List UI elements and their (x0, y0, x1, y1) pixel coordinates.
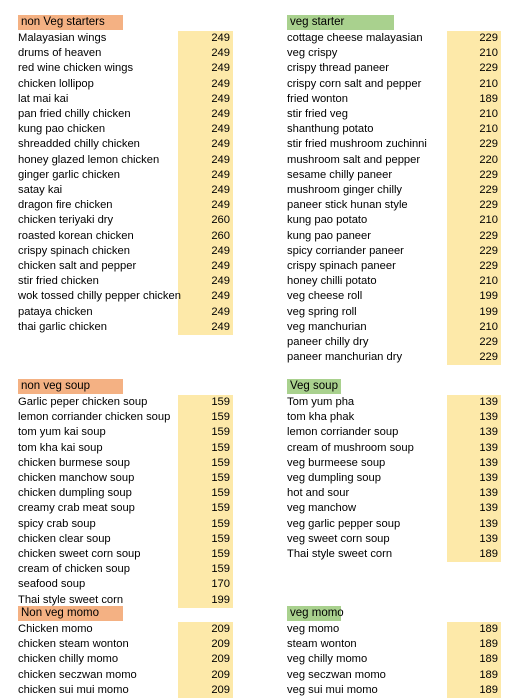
item-name: tom yum kai soup (18, 426, 106, 439)
menu-item (287, 622, 501, 637)
item-name: chicken clear soup (18, 532, 111, 545)
menu-item (287, 274, 501, 289)
item-name: veg momo (287, 623, 340, 635)
item-price: 159 (211, 548, 230, 560)
item-price: 209 (211, 683, 230, 696)
section-header-non-veg-momo: Non veg momo (18, 606, 123, 621)
menu-item (18, 668, 233, 683)
item-price: 249 (211, 275, 230, 288)
menu-item (18, 107, 233, 122)
item-price: 199 (479, 290, 498, 303)
item-name: cottage cheese malayasian (287, 32, 423, 44)
item-price: 260 (211, 229, 230, 242)
menu-item (287, 168, 501, 183)
item-name: dragon fire chicken (18, 199, 113, 212)
menu-item (287, 259, 501, 274)
item-name: chicken dumpling soup (18, 487, 132, 500)
item-price: 139 (479, 426, 498, 439)
item-price: 249 (211, 92, 230, 105)
menu-item (287, 395, 501, 410)
menu-item (287, 683, 501, 698)
item-name: lemon corriander chicken soup (18, 411, 171, 424)
menu-item (18, 61, 233, 76)
item-name: thai garlic chicken (18, 320, 107, 333)
item-name: veg spring roll (287, 305, 357, 318)
item-name: red wine chicken wings (18, 62, 134, 75)
item-price: 249 (211, 168, 230, 181)
item-name: chicken manchow soup (18, 472, 135, 484)
item-name: veg seczwan momo (287, 668, 386, 681)
item-name: cream of mushroom soup (287, 441, 414, 454)
item-price: 260 (211, 214, 230, 227)
item-price: 159 (211, 441, 230, 454)
item-name: shanthung potato (287, 123, 374, 136)
item-price: 209 (211, 668, 230, 681)
section-header-non-veg-starters: non Veg starters (18, 15, 123, 30)
menu-item (287, 456, 501, 471)
item-price: 249 (211, 260, 230, 272)
item-price: 139 (479, 532, 498, 545)
menu-item (18, 637, 233, 652)
item-price: 159 (211, 502, 230, 515)
menu-item (287, 289, 501, 304)
menu-item (18, 320, 233, 335)
item-name: chicken seczwan momo (18, 668, 137, 681)
menu-item (287, 153, 501, 168)
menu-item (287, 410, 501, 425)
item-name: veg dumpling soup (287, 472, 381, 484)
item-name: Chicken momo (18, 623, 93, 635)
item-name: pataya chicken (18, 305, 93, 318)
item-price: 249 (211, 123, 230, 136)
item-price: 210 (479, 77, 498, 90)
item-name: paneer stick hunan style (287, 199, 408, 212)
item-name: crispy spinach paneer (287, 260, 396, 272)
menu-item (287, 92, 501, 107)
menu-item (287, 46, 501, 61)
menu-item (18, 198, 233, 213)
item-price: 199 (211, 593, 230, 606)
menu-item (287, 31, 501, 46)
menu-item (287, 305, 501, 320)
item-name: cream of chicken soup (18, 563, 130, 576)
menu-item (18, 471, 233, 486)
menu-item (287, 137, 501, 152)
item-name: spicy crab soup (18, 517, 96, 530)
menu-item (18, 305, 233, 320)
menu-item (287, 471, 501, 486)
item-name: veg manchurian (287, 320, 367, 333)
item-name: ginger garlic chicken (18, 168, 120, 181)
menu-item (18, 183, 233, 198)
menu-item (18, 547, 233, 562)
item-name: kung pao potato (287, 214, 368, 227)
section-header-non-veg-soup: non veg soup (18, 379, 123, 394)
menu-item (18, 77, 233, 92)
item-name: chicken burmese soup (18, 456, 130, 469)
menu-item (287, 637, 501, 652)
item-name: veg sui mui momo (287, 683, 378, 696)
item-price: 249 (211, 108, 230, 120)
menu-item (287, 517, 501, 532)
item-name: mushroom salt and pepper (287, 153, 421, 166)
item-name: honey chilli potato (287, 275, 377, 288)
item-price: 229 (479, 351, 498, 364)
item-name: crispy thread paneer (287, 62, 389, 75)
item-name: Garlic peper chicken soup (18, 396, 148, 408)
item-name: steam wonton (287, 638, 357, 651)
item-price: 209 (211, 653, 230, 666)
item-price: 210 (479, 123, 498, 136)
menu-item (287, 335, 501, 350)
item-name: stir fried veg (287, 108, 348, 120)
item-name: fried wonton (287, 92, 348, 105)
item-price: 139 (479, 502, 498, 515)
item-name: veg garlic pepper soup (287, 517, 401, 530)
menu-item (18, 425, 233, 440)
menu-item (287, 652, 501, 667)
item-name: veg cheese roll (287, 290, 363, 303)
item-name: lemon corriander soup (287, 426, 399, 439)
section-header-veg-momo: veg momo (287, 606, 341, 621)
item-name: spicy corriander paneer (287, 244, 404, 257)
menu-item (18, 517, 233, 532)
item-price: 229 (479, 184, 498, 196)
menu-item (18, 683, 233, 698)
item-name: paneer chilly dry (287, 336, 369, 348)
item-name: veg chilly momo (287, 653, 368, 666)
item-name: veg burmeese soup (287, 456, 386, 469)
menu-item (18, 213, 233, 228)
item-name: mushroom ginger chilly (287, 184, 403, 196)
item-name: crispy spinach chicken (18, 244, 130, 257)
item-price: 139 (479, 396, 498, 408)
item-price: 249 (211, 199, 230, 212)
item-name: Thai style sweet corn (18, 593, 124, 606)
item-price: 189 (479, 653, 498, 666)
item-name: chicken lollipop (18, 77, 94, 90)
menu-item (287, 77, 501, 92)
menu-item (18, 441, 233, 456)
menu-item (287, 107, 501, 122)
menu-item (18, 289, 233, 304)
menu-item (18, 395, 233, 410)
item-price: 159 (211, 456, 230, 469)
menu-item (18, 652, 233, 667)
item-price: 189 (479, 683, 498, 696)
item-name: roasted korean chicken (18, 229, 134, 242)
item-name: stir fried mushroom zuchinni (287, 138, 427, 151)
item-name: creamy crab meat soup (18, 502, 135, 515)
item-name: Malayasian wings (18, 32, 107, 44)
item-price: 209 (211, 638, 230, 651)
menu-item (18, 46, 233, 61)
item-name: paneer manchurian dry (287, 351, 403, 364)
item-price: 229 (479, 229, 498, 242)
item-name: kung pao chicken (18, 123, 106, 136)
section-header-veg-soup: Veg soup (287, 379, 341, 394)
item-name: kung pao paneer (287, 229, 371, 242)
menu-item (18, 622, 233, 637)
item-price: 159 (211, 426, 230, 439)
item-price: 139 (479, 487, 498, 500)
item-price: 229 (479, 336, 498, 348)
item-name: wok tossed chilly pepper chicken (18, 290, 181, 303)
item-price: 229 (479, 244, 498, 257)
item-name: veg manchow (287, 502, 357, 515)
item-price: 210 (479, 320, 498, 333)
item-price: 229 (479, 168, 498, 181)
menu-item (18, 274, 233, 289)
item-name: stir fried chicken (18, 275, 99, 288)
menu-item (287, 532, 501, 547)
item-name: chicken sui mui momo (18, 683, 129, 696)
menu-item (287, 441, 501, 456)
menu-item (287, 244, 501, 259)
item-price: 249 (211, 47, 230, 60)
item-price: 249 (211, 320, 230, 333)
item-name: Tom yum pha (287, 396, 355, 408)
menu-item (18, 501, 233, 516)
item-name: chicken salt and pepper (18, 260, 137, 272)
item-price: 229 (479, 260, 498, 272)
item-name: lat mai kai (18, 92, 69, 105)
menu-item (18, 137, 233, 152)
item-name: chicken chilly momo (18, 653, 119, 666)
item-price: 139 (479, 517, 498, 530)
menu-item (18, 562, 233, 577)
item-price: 249 (211, 32, 230, 44)
item-price: 210 (479, 214, 498, 227)
menu-item (18, 244, 233, 259)
item-price: 229 (479, 138, 498, 151)
menu-item (18, 486, 233, 501)
menu-item (287, 213, 501, 228)
item-price: 139 (479, 441, 498, 454)
item-name: Thai style sweet corn (287, 548, 393, 560)
item-price: 159 (211, 472, 230, 484)
item-name: tom kha kai soup (18, 441, 103, 454)
item-price: 249 (211, 290, 230, 303)
menu-item (18, 456, 233, 471)
item-name: chicken teriyaki dry (18, 214, 114, 227)
item-price: 159 (211, 563, 230, 576)
item-price: 139 (479, 411, 498, 424)
item-name: satay kai (18, 184, 63, 196)
item-name: pan fried chilly chicken (18, 108, 131, 120)
menu-item (287, 425, 501, 440)
item-name: hot and sour (287, 487, 350, 500)
item-price: 189 (479, 548, 498, 560)
menu-item (287, 61, 501, 76)
menu-item (18, 577, 233, 592)
item-price: 249 (211, 153, 230, 166)
item-price: 210 (479, 108, 498, 120)
menu-item (287, 547, 501, 562)
menu-item (18, 168, 233, 183)
item-price: 159 (211, 487, 230, 500)
item-name: veg sweet corn soup (287, 532, 390, 545)
item-price: 209 (211, 623, 230, 635)
menu-item (287, 183, 501, 198)
menu-item (18, 153, 233, 168)
item-name: veg crispy (287, 47, 338, 60)
item-name: drums of heaven (18, 47, 102, 60)
item-price: 249 (211, 305, 230, 318)
menu-item (18, 92, 233, 107)
item-price: 220 (479, 153, 498, 166)
item-price: 139 (479, 472, 498, 484)
menu-item (287, 668, 501, 683)
item-name: seafood soup (18, 578, 86, 591)
item-price: 189 (479, 623, 498, 635)
item-price: 249 (211, 62, 230, 75)
item-name: sesame chilly paneer (287, 168, 393, 181)
item-price: 229 (479, 32, 498, 44)
item-price: 159 (211, 517, 230, 530)
menu-item (18, 31, 233, 46)
item-price: 170 (211, 578, 230, 591)
menu-item (287, 198, 501, 213)
item-price: 189 (479, 92, 498, 105)
menu-item (18, 229, 233, 244)
menu-item (287, 320, 501, 335)
item-price: 210 (479, 275, 498, 288)
item-price: 189 (479, 668, 498, 681)
menu-item (287, 229, 501, 244)
menu-item (18, 532, 233, 547)
menu-item (287, 501, 501, 516)
item-price: 249 (211, 77, 230, 90)
item-price: 189 (479, 638, 498, 651)
menu-item (287, 122, 501, 137)
item-name: chicken steam wonton (18, 638, 129, 651)
menu-item (18, 122, 233, 137)
item-name: tom kha phak (287, 411, 355, 424)
item-name: shreadded chilly chicken (18, 138, 140, 151)
menu-item (287, 350, 501, 365)
item-price: 229 (479, 62, 498, 75)
item-price: 210 (479, 47, 498, 60)
item-name: chicken sweet corn soup (18, 548, 141, 560)
item-price: 139 (479, 456, 498, 469)
item-price: 249 (211, 244, 230, 257)
menu-item (18, 410, 233, 425)
item-price: 199 (479, 305, 498, 318)
item-price: 249 (211, 138, 230, 151)
menu-item (18, 259, 233, 274)
item-price: 159 (211, 396, 230, 408)
item-name: crispy corn salt and pepper (287, 77, 422, 90)
section-header-veg-starter: veg starter (287, 15, 394, 30)
menu-item (287, 486, 501, 501)
item-price: 159 (211, 411, 230, 424)
item-price: 159 (211, 532, 230, 545)
item-price: 229 (479, 199, 498, 212)
item-price: 249 (211, 184, 230, 196)
item-name: honey glazed lemon chicken (18, 153, 160, 166)
